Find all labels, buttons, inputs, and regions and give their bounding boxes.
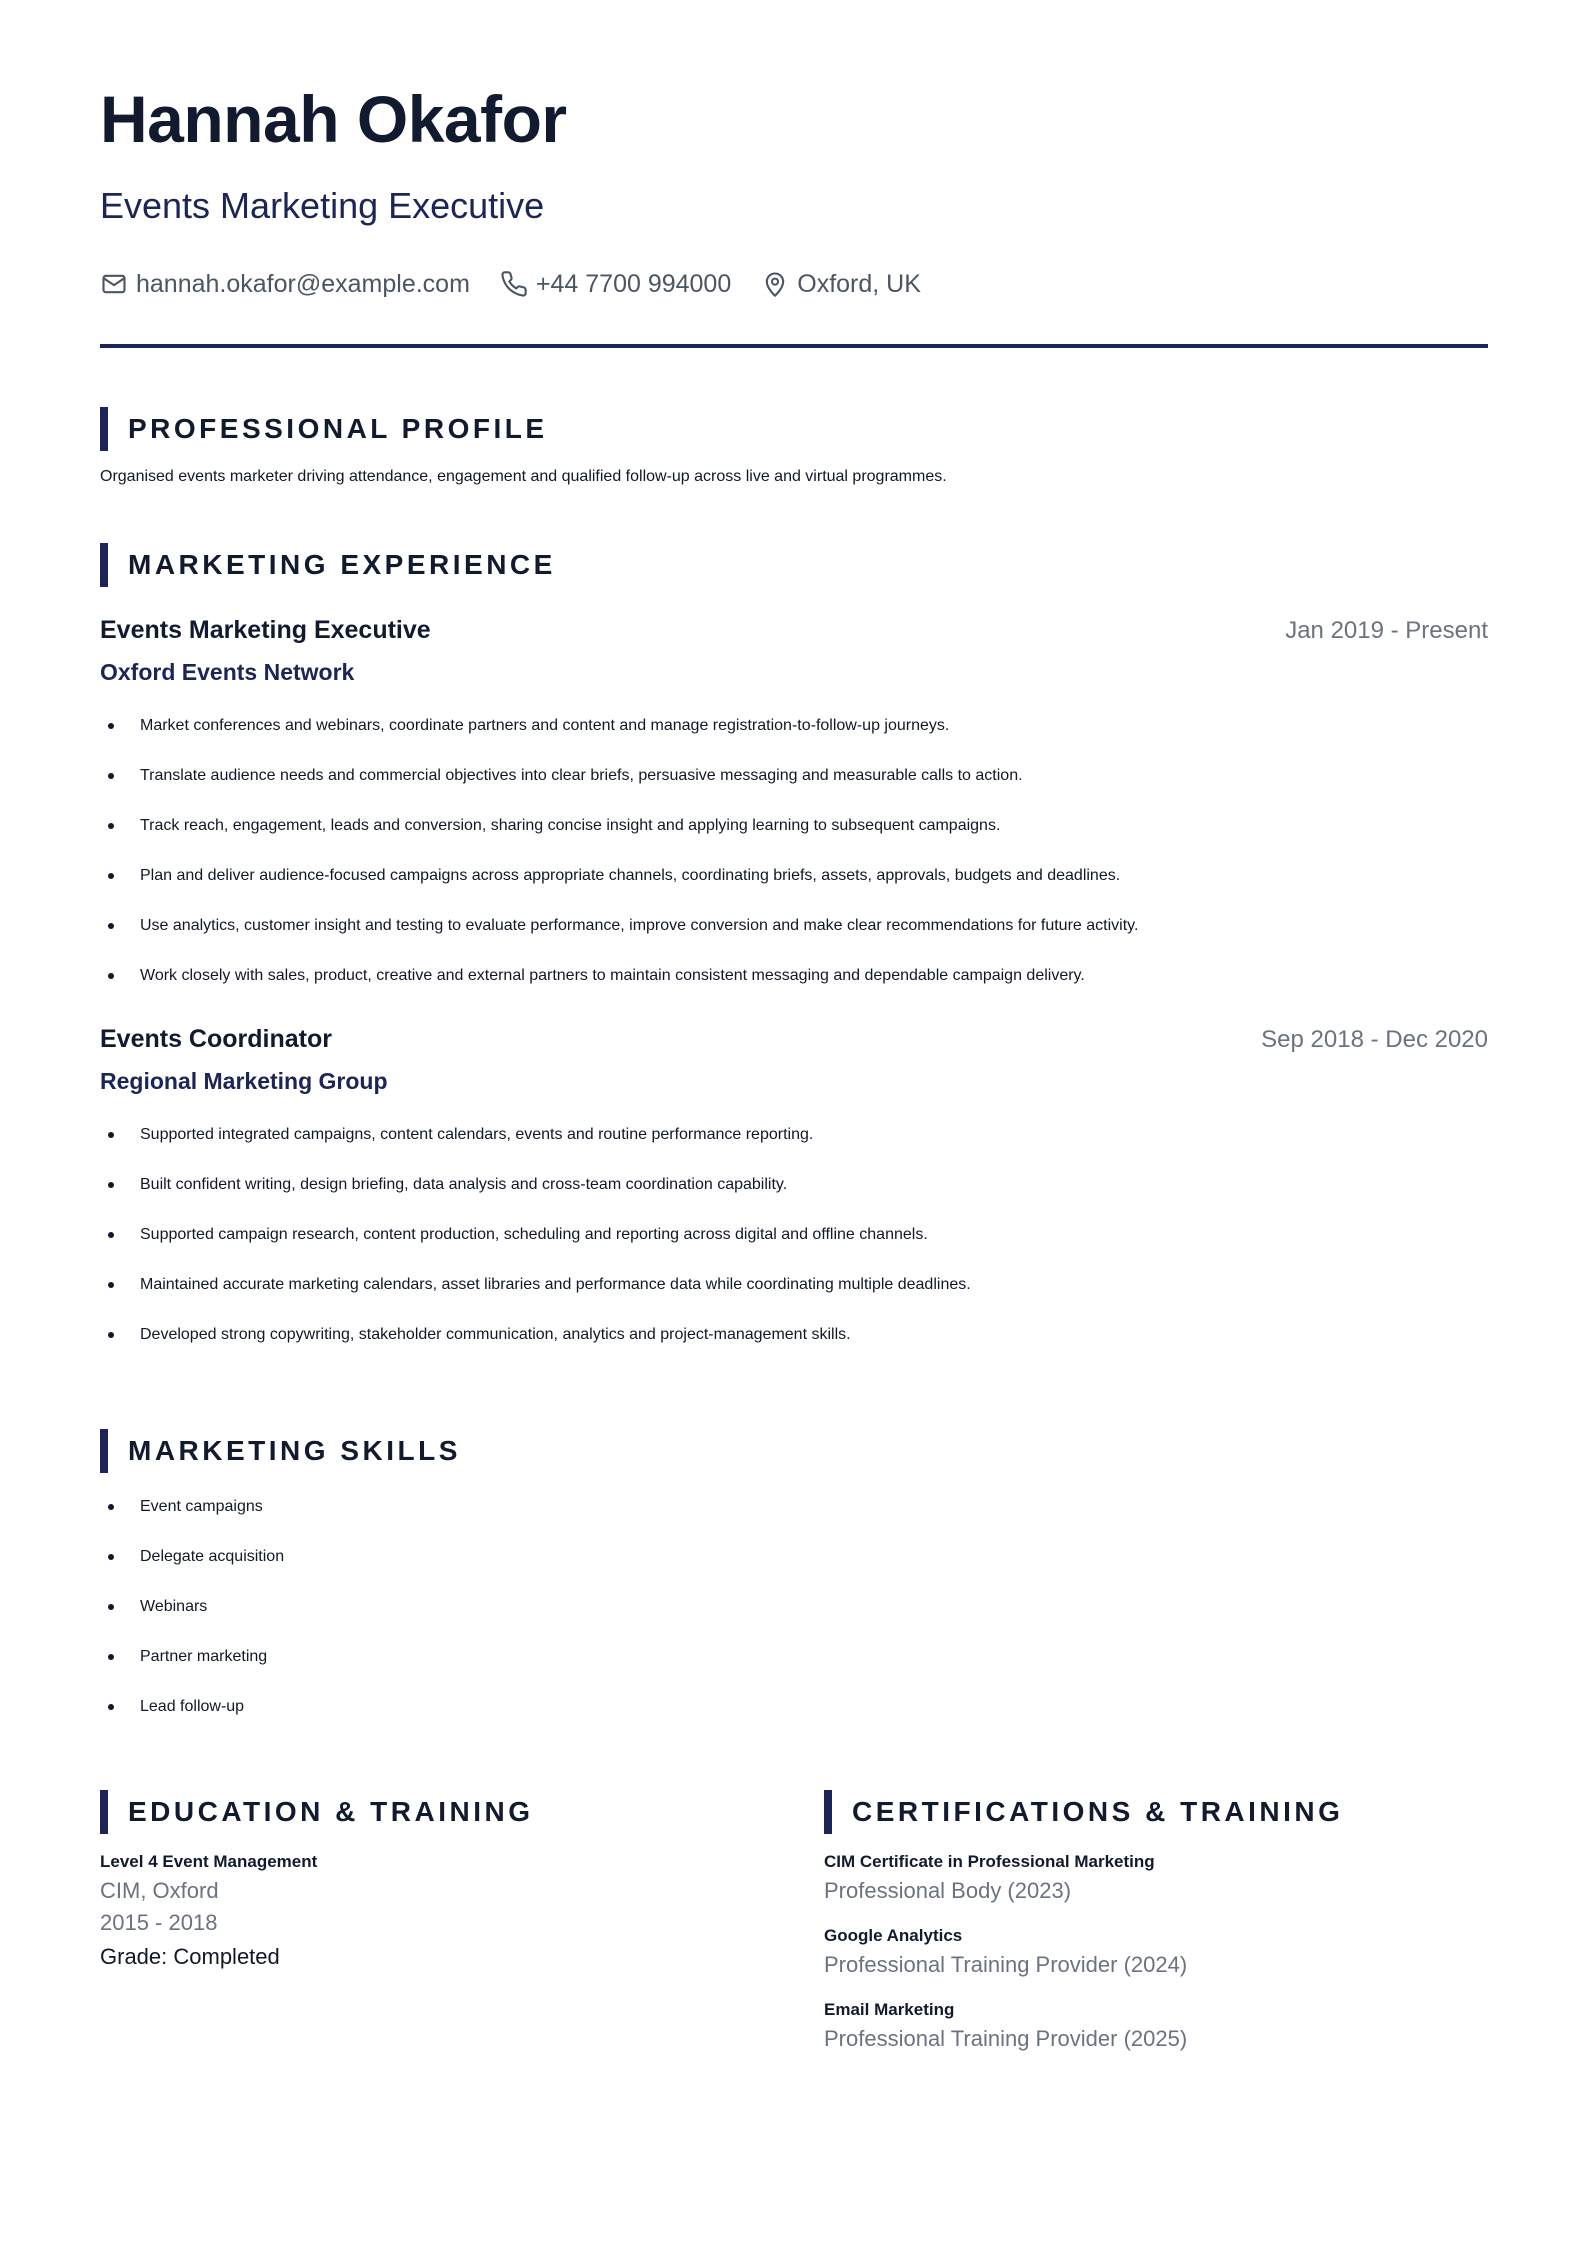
job-company: Regional Marketing Group — [100, 1068, 388, 1094]
contact-row — [100, 270, 951, 298]
job-entry — [100, 616, 1488, 1016]
job-header — [100, 1025, 1488, 1054]
section-experience-heading — [100, 543, 556, 587]
certification-title: Google Analytics — [824, 1926, 963, 1945]
section-title: MARKETING EXPERIENCE — [128, 549, 556, 580]
section-accent-bar — [100, 543, 108, 587]
certification-title: CIM Certificate in Professional Marketing — [824, 1852, 1155, 1871]
job-bullet: Use analytics, customer insight and testing to evaluate performance, improve conversion and make clear recommendations for future activity. — [100, 916, 1488, 966]
section-education-heading — [100, 1790, 533, 1834]
certification-provider: Professional Training Provider (2024) — [824, 1952, 1188, 1977]
contact-email[interactable] — [100, 270, 470, 298]
skill-item: Delegate acquisition — [100, 1547, 900, 1597]
certification-provider: Professional Body (2023) — [824, 1878, 1072, 1903]
skill-item: Partner marketing — [100, 1647, 900, 1697]
section-skills-heading — [100, 1429, 461, 1473]
certification-item — [824, 1926, 1187, 1978]
skill-item: Lead follow-up — [100, 1697, 900, 1747]
certification-item — [824, 2000, 1187, 2052]
education-dates: 2015 - 2018 — [100, 1910, 218, 1935]
section-title: MARKETING SKILLS — [128, 1435, 461, 1466]
job-dates: Sep 2018 - Dec 2020 — [1261, 1026, 1488, 1053]
job-bullet: Market conferences and webinars, coordinate partners and content and manage registration-to-follow-up journeys. — [100, 716, 1488, 766]
job-bullet: Translate audience needs and commercial objectives into clear briefs, persuasive messaging and measurable calls to action. — [100, 766, 1488, 816]
job-bullet: Track reach, engagement, leads and conversion, sharing concise insight and applying learning to subsequent campaigns. — [100, 816, 1488, 866]
email-text: hannah.okafor@example.com — [136, 269, 470, 298]
job-entry — [100, 1025, 1488, 1375]
certification-provider: Professional Training Provider (2025) — [824, 2026, 1188, 2051]
education-institution: CIM, Oxford — [100, 1878, 219, 1903]
section-certifications-heading — [824, 1790, 1343, 1834]
section-title: PROFESSIONAL PROFILE — [128, 413, 548, 444]
job-bullet: Built confident writing, design briefing, data analysis and cross-team coordination capability. — [100, 1175, 1488, 1225]
candidate-title: Events Marketing Executive — [100, 185, 545, 226]
education-title: Level 4 Event Management — [100, 1852, 318, 1871]
phone-text: +44 7700 994000 — [535, 269, 732, 298]
job-bullet: Maintained accurate marketing calendars, asset libraries and performance data while coordinating multiple deadlines. — [100, 1275, 1488, 1325]
candidate-name: Hannah Okafor — [100, 82, 567, 156]
job-bullet: Plan and deliver audience-focused campaigns across appropriate channels, coordinating briefs, assets, approvals, budgets and deadlines. — [100, 866, 1488, 916]
job-bullets — [100, 1125, 1488, 1375]
header-divider — [100, 344, 1488, 348]
profile-summary: Organised events marketer driving attendance, engagement and qualified follow-up across live and virtual programmes. — [100, 468, 947, 485]
mail-icon — [100, 270, 128, 298]
job-company: Oxford Events Network — [100, 659, 355, 685]
job-header — [100, 616, 1488, 645]
section-accent-bar — [100, 1790, 108, 1834]
phone-icon — [500, 270, 528, 298]
job-bullets — [100, 716, 1488, 1016]
job-title: Events Coordinator — [100, 1025, 332, 1053]
section-title: CERTIFICATIONS & TRAINING — [852, 1796, 1344, 1827]
certifications-list — [824, 1852, 1187, 2074]
skill-item: Event campaigns — [100, 1497, 900, 1547]
job-bullet: Developed strong copywriting, stakeholder communication, analytics and project-management skills. — [100, 1325, 1488, 1375]
location-text: Oxford, UK — [797, 269, 921, 298]
skill-item: Webinars — [100, 1597, 900, 1647]
job-bullet: Supported campaign research, content production, scheduling and reporting across digital and offline channels. — [100, 1225, 1488, 1275]
contact-phone[interactable] — [500, 270, 731, 298]
section-profile-heading — [100, 407, 548, 451]
job-bullet: Work closely with sales, product, creative and external partners to maintain consistent messaging and dependable campaign delivery. — [100, 966, 1488, 1016]
section-accent-bar — [824, 1790, 832, 1834]
section-accent-bar — [100, 1429, 108, 1473]
certification-item — [824, 1852, 1187, 1904]
certification-title: Email Marketing — [824, 2000, 955, 2019]
job-bullet: Supported integrated campaigns, content calendars, events and routine performance reporting. — [100, 1125, 1488, 1175]
education-grade: Grade: Completed — [100, 1944, 280, 1969]
contact-location — [761, 270, 921, 298]
section-title: EDUCATION & TRAINING — [128, 1796, 534, 1827]
map-pin-icon — [761, 270, 789, 298]
skills-list — [100, 1497, 900, 1747]
section-accent-bar — [100, 407, 108, 451]
education-entry — [100, 1852, 317, 1970]
job-title: Events Marketing Executive — [100, 616, 431, 644]
job-dates: Jan 2019 - Present — [1285, 617, 1488, 644]
